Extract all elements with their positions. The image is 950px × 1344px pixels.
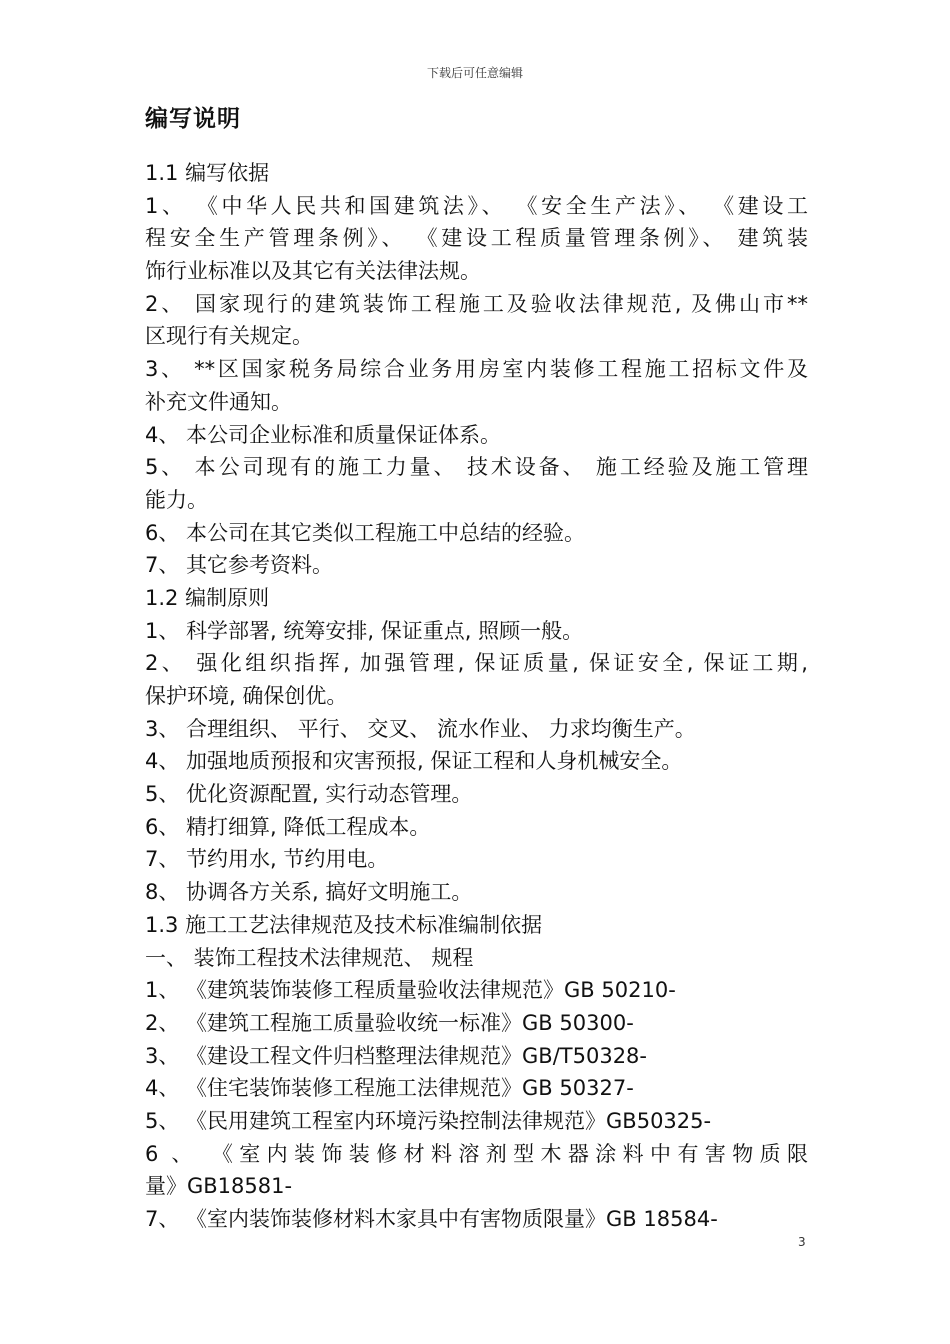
text-line: 3、 合理组织、 平行、 交叉、 流水作业、 力求均衡生产。 bbox=[145, 716, 696, 741]
text-line: 5、 《民用建筑工程室内环境污染控制法律规范》GB50325- bbox=[145, 1108, 712, 1133]
document-body bbox=[145, 157, 808, 1236]
text-line: 1、 科学部署, 统筹安排, 保证重点, 照顾一般。 bbox=[145, 618, 584, 643]
text-line: 6、 本公司在其它类似工程施工中总结的经验。 bbox=[145, 520, 586, 545]
text-line: 2、 国家现行的建筑装饰工程施工及验收法律规范, 及佛山市** bbox=[145, 291, 808, 316]
text-line: 程安全生产管理条例》、 《建设工程质量管理条例》、 建筑装 bbox=[145, 226, 808, 251]
text-line: 量》GB18581- bbox=[145, 1174, 293, 1199]
page-number: 3 bbox=[798, 1235, 806, 1249]
text-line: 区现行有关规定。 bbox=[145, 324, 313, 349]
page-header: 下载后可任意编辑 bbox=[426, 66, 523, 80]
text-line: 2、 强化组织指挥, 加强管理, 保证质量, 保证安全, 保证工期, bbox=[145, 651, 808, 676]
text-line: 3、 《建设工程文件归档整理法律规范》GB/T50328- bbox=[145, 1043, 647, 1068]
section-title: 编写说明 bbox=[145, 106, 241, 132]
text-line: 饰行业标准以及其它有关法律法规。 bbox=[145, 259, 481, 284]
text-line: 2、 《建筑工程施工质量验收统一标准》GB 50300- bbox=[145, 1010, 634, 1035]
text-line: 3、 **区国家税务局综合业务用房室内装修工程施工招标文件及 bbox=[145, 357, 808, 382]
text-line: 7、 节约用水, 节约用电。 bbox=[145, 847, 389, 872]
text-line: 4、 加强地质预报和灾害预报, 保证工程和人身机械安全。 bbox=[145, 749, 683, 774]
text-line: 4、 本公司企业标准和质量保证体系。 bbox=[145, 422, 502, 447]
text-line: 7、 其它参考资料。 bbox=[145, 553, 334, 578]
text-line: 5、 本公司现有的施工力量、 技术设备、 施工经验及施工管理 bbox=[145, 455, 808, 480]
text-line: 4、 《住宅装饰装修工程施工法律规范》GB 50327- bbox=[145, 1076, 634, 1101]
text-line: 7、 《室内装饰装修材料木家具中有害物质限量》GB 18584- bbox=[145, 1207, 718, 1231]
text-line: 6、 精打细算, 降低工程成本。 bbox=[145, 814, 431, 839]
text-line: 保护环境, 确保创优。 bbox=[145, 684, 348, 708]
text-line: 1、 《中华人民共和国建筑法》、 《安全生产法》、 《建设工 bbox=[145, 193, 808, 218]
text-line: 1.2 编制原则 bbox=[145, 585, 270, 610]
text-line: 8、 协调各方关系, 搞好文明施工。 bbox=[145, 880, 473, 905]
text-line: 1、 《建筑装饰装修工程质量验收法律规范》GB 50210- bbox=[145, 978, 676, 1003]
text-line: 5、 优化资源配置, 实行动态管理。 bbox=[145, 782, 473, 807]
text-line: 6 、 《室内装饰装修材料溶剂型木器涂料中有害物质限 bbox=[145, 1141, 808, 1166]
text-line: 1.3 施工工艺法律规范及技术标准编制依据 bbox=[145, 912, 543, 937]
text-line: 补充文件通知。 bbox=[145, 389, 292, 414]
text-line: 1.1 编写依据 bbox=[145, 161, 270, 185]
text-line: 能力。 bbox=[145, 487, 208, 512]
text-line: 一、 装饰工程技术法律规范、 规程 bbox=[145, 945, 474, 970]
